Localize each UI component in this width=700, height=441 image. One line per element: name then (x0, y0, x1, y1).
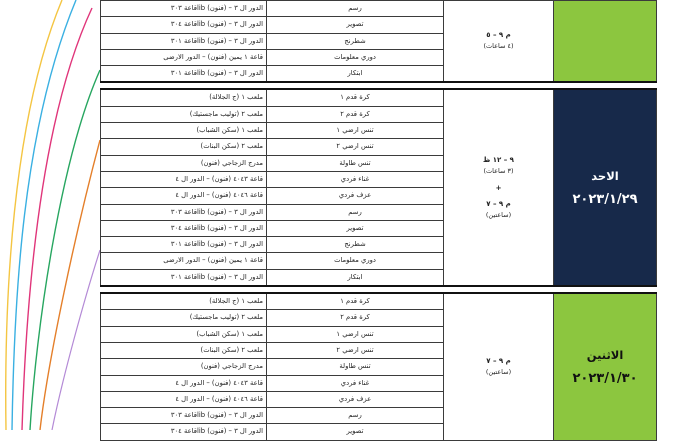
time-duration: (ساعتين) (485, 367, 512, 376)
time-plus: + (495, 183, 502, 192)
decorative-curves (0, 0, 100, 430)
time-duration: (٤ ساعات) (483, 42, 514, 51)
location-cell: قاعة ١ يمين (فنون) – الدور الارضى (101, 49, 267, 65)
day-date: ٢٠٢٣/١/٣٠ (572, 370, 638, 386)
location-cell: قاعة ٣٠٤lib (فنون) – الدور ال ٣ (101, 220, 267, 236)
activity-cell: تصوير (267, 220, 444, 236)
activity-cell: غناء فردي (267, 375, 444, 391)
location-cell: قاعة ٤٠٤٦ (فنون) – الدور ال ٤ (101, 188, 267, 204)
activity-cell: شطرنج (267, 237, 444, 253)
time-cell (444, 89, 554, 286)
activity-cell: ابتكار (267, 66, 444, 83)
location-cell: قاعة ٣٠١lib (فنون) – الدور ال ٣ (101, 269, 267, 286)
activity-cell: دوري معلومات (267, 253, 444, 269)
activity-cell: دوري معلومات (267, 49, 444, 65)
activity-cell: كرة قدم ٢ (267, 310, 444, 326)
location-cell: ملعب ٢ (سكن البنات) (101, 139, 267, 155)
time-duration: (ساعتين) (485, 210, 512, 219)
location-cell: ملعب ١ (سكن الشباب) (101, 123, 267, 139)
day-name: الاثنين (586, 347, 624, 362)
activity-cell: رسم (267, 204, 444, 220)
activity-cell: عزف فردي (267, 188, 444, 204)
time-duration: (٣ ساعات) (483, 166, 514, 175)
activity-cell: تصوير (267, 17, 444, 33)
activity-cell: عزف فردي (267, 391, 444, 407)
day-name: الاحد (591, 168, 619, 183)
location-cell: ملعب ١ (ج الجلالة) (101, 89, 267, 106)
location-cell: مدرج الزجاجي (فنون) (101, 155, 267, 171)
time-range: م ٩ – ٧ (486, 199, 511, 208)
day-cell-previous (554, 1, 657, 83)
time-range: ٩ – ١٢ ظ (483, 155, 514, 164)
location-cell: قاعة ٣٠٣lib (فنون) – الدور ال ٣ (101, 408, 267, 424)
time-cell (444, 293, 554, 440)
location-cell: قاعة ٣٠٣lib (فنون) – الدور ال ٣ (101, 204, 267, 220)
location-cell: قاعة ٤٠٤٦ (فنون) – الدور ال ٤ (101, 391, 267, 407)
activity-cell: تنس ارضي ٢ (267, 139, 444, 155)
location-cell: قاعة ١ يمين (فنون) – الدور الارضى (101, 253, 267, 269)
location-cell: ملعب ٢ (توليب ماجستيك) (101, 106, 267, 122)
table-row (101, 293, 657, 310)
activity-cell: غناء فردي (267, 171, 444, 187)
activity-cell: تنس طاولة (267, 155, 444, 171)
activity-cell: تنس ارضي ١ (267, 123, 444, 139)
location-cell: قاعة ٤٠٤٣ (فنون) – الدور ال ٤ (101, 375, 267, 391)
activity-cell: كرة قدم ١ (267, 89, 444, 106)
location-cell: مدرج الزجاجي (فنون) (101, 359, 267, 375)
activity-cell: تصوير (267, 424, 444, 440)
activity-cell: كرة قدم ٢ (267, 106, 444, 122)
location-cell: قاعة ٣٠٣lib (فنون) – الدور ال ٣ (101, 1, 267, 17)
location-cell: قاعة ٣٠٤lib (فنون) – الدور ال ٣ (101, 424, 267, 440)
table-row (101, 1, 657, 17)
activity-cell: تنس ارضي ٢ (267, 342, 444, 358)
activity-cell: رسم (267, 408, 444, 424)
location-cell: قاعة ٣٠٤lib (فنون) – الدور ال ٣ (101, 17, 267, 33)
day-cell-monday (554, 293, 657, 440)
location-cell: ملعب ٢ (توليب ماجستيك) (101, 310, 267, 326)
location-cell: ملعب ١ (ج الجلالة) (101, 293, 267, 310)
activity-cell: تنس ارضي ١ (267, 326, 444, 342)
location-cell: قاعة ٣٠١lib (فنون) – الدور ال ٣ (101, 237, 267, 253)
location-cell: ملعب ١ (سكن الشباب) (101, 326, 267, 342)
location-cell: قاعة ٣٠١lib (فنون) – الدور ال ٣ (101, 66, 267, 83)
table-row (101, 89, 657, 106)
schedule-table (100, 0, 657, 441)
time-range: م ٩ – ٥ (486, 31, 511, 40)
location-cell: قاعة ٣٠١lib (فنون) – الدور ال ٣ (101, 33, 267, 49)
location-cell: قاعة ٤٠٤٣ (فنون) – الدور ال ٤ (101, 171, 267, 187)
time-cell (444, 1, 554, 83)
activity-cell: كرة قدم ١ (267, 293, 444, 310)
day-date: ٢٠٢٣/١/٢٩ (572, 191, 638, 207)
section-divider (101, 286, 657, 293)
activity-cell: ابتكار (267, 269, 444, 286)
activity-cell: رسم (267, 1, 444, 17)
location-cell: ملعب ٢ (سكن البنات) (101, 342, 267, 358)
day-cell-sunday (554, 89, 657, 286)
activity-cell: شطرنج (267, 33, 444, 49)
section-divider (101, 82, 657, 89)
time-range: م ٩ – ٧ (486, 356, 511, 365)
activity-cell: تنس طاولة (267, 359, 444, 375)
